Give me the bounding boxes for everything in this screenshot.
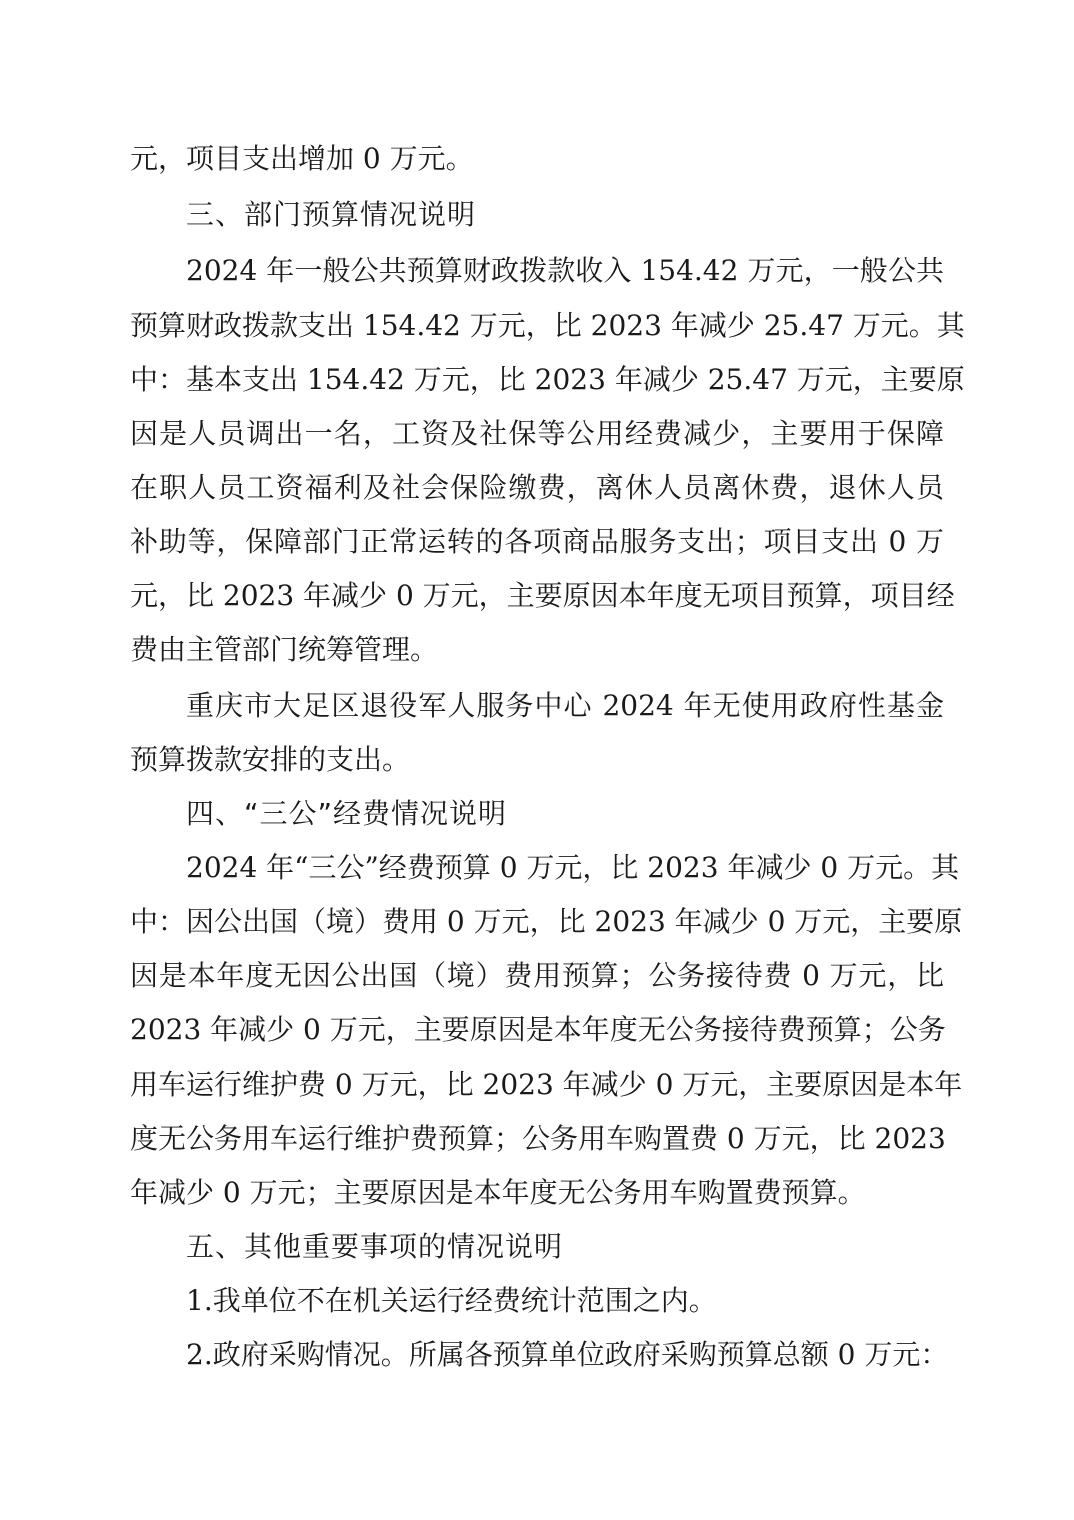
paragraph-line: 在职人员工资福利及社会保险缴费，离休人员离休费，退休人员 xyxy=(130,471,944,504)
paragraph-line: 中：因公出国（境）费用 0 万元，比 2023 年减少 0 万元，主要原 xyxy=(130,905,963,938)
paragraph-line: 元，比 2023 年减少 0 万元，主要原因本年度无项目预算，项目经 xyxy=(130,579,955,612)
paragraph-line: 2023 年减少 0 万元，主要原因是本年度无公务接待费预算；公务 xyxy=(130,1013,946,1046)
list-item: 1.我单位不在机关运行经费统计范围之内。 xyxy=(186,1284,717,1317)
paragraph-line: 元，项目支出增加 0 万元。 xyxy=(130,142,474,175)
paragraph-line: 重庆市大足区退役军人服务中心 2024 年无使用政府性基金 xyxy=(186,689,944,722)
paragraph-line: 度无公务用车运行维护费预算；公务用车购置费 0 万元，比 2023 xyxy=(130,1122,946,1155)
paragraph-line: 中：基本支出 154.42 万元，比 2023 年减少 25.47 万元，主要原 xyxy=(130,363,965,396)
paragraph-line: 因是人员调出一名，工资及社保等公用经费减少，主要用于保障 xyxy=(130,417,944,450)
paragraph-line: 年减少 0 万元；主要原因是本年度无公务用车购置费预算。 xyxy=(130,1176,866,1209)
list-item: 2.政府采购情况。所属各预算单位政府采购预算总额 0 万元： xyxy=(186,1338,949,1371)
paragraph-line: 2024 年“三公”经费预算 0 万元，比 2023 年减少 0 万元。其 xyxy=(186,851,960,884)
section-heading-5: 五、其他重要事项的情况说明 xyxy=(186,1230,564,1263)
section-heading-4: 四、“三公”经费情况说明 xyxy=(186,797,508,830)
paragraph-line: 预算拨款安排的支出。 xyxy=(130,743,411,776)
paragraph-line: 补助等，保障部门正常运转的各项商品服务支出；项目支出 0 万 xyxy=(130,525,944,558)
paragraph-line: 费由主管部门统筹管理。 xyxy=(130,633,439,666)
paragraph-line: 2024 年一般公共预算财政拨款收入 154.42 万元，一般公共 xyxy=(186,254,944,287)
paragraph-line: 用车运行维护费 0 万元，比 2023 年减少 0 万元，主要原因是本年 xyxy=(130,1068,963,1101)
section-heading-3: 三、部门预算情况说明 xyxy=(186,198,477,231)
paragraph-line: 因是本年度无因公出国（境）费用预算；公务接待费 0 万元，比 xyxy=(130,959,944,992)
paragraph-line: 预算财政拨款支出 154.42 万元，比 2023 年减少 25.47 万元。其 xyxy=(130,309,965,342)
